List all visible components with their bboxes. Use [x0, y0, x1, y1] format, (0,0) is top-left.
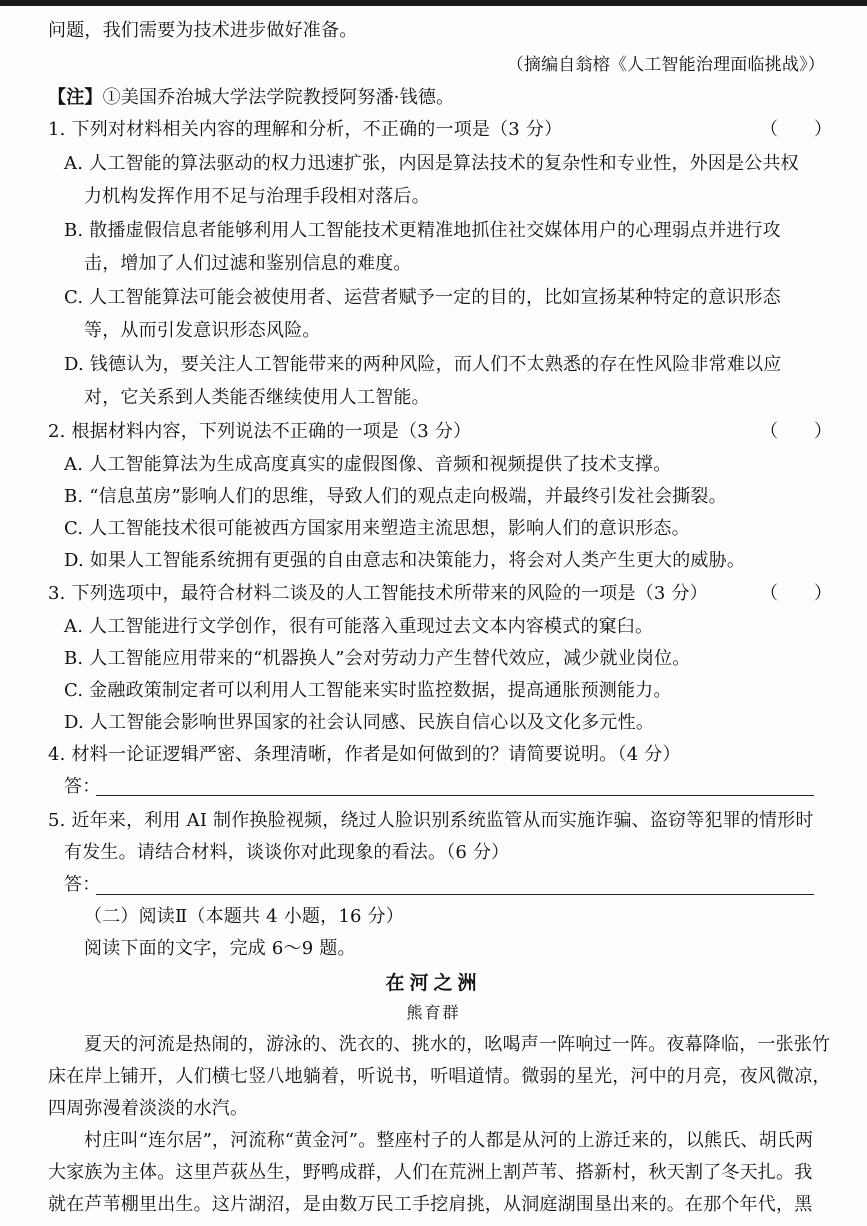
q1-option-d: D. 钱德认为，要关注人工智能带来的两种风险，而人们不太熟悉的存在性风险非常难以应: [64, 354, 782, 375]
q3-option-a: A. 人工智能进行文学创作，很有可能落入重现过去文本内容模式的窠臼。: [64, 616, 654, 637]
q1-option-b: B. 散播虚假信息者能够利用人工智能技术更精准地抓住社交媒体用户的心理弱点并进行攻: [64, 220, 781, 241]
q2-option-b: B. “信息茧房”影响人们的思维，导致人们的观点走向极端，并最终引发社会撕裂。: [64, 486, 727, 507]
q5-stem: 5. 近年来，利用 AI 制作换脸视频，绕过人脸识别系统监管从而实施诈骗、盗窃等犯罪的情形时: [48, 810, 814, 831]
article-author: 熊育群: [406, 1003, 461, 1022]
note-text: ①美国乔治城大学法学院教授阿努潘·钱德。: [102, 87, 455, 108]
q2-answer-paren[interactable]: （ ）: [760, 421, 832, 442]
q1-answer-paren[interactable]: （ ）: [760, 119, 832, 140]
q2-option-a: A. 人工智能算法为生成高度真实的虚假图像、音频和视频提供了技术支撑。: [64, 454, 672, 475]
q4-stem: 4. 材料一论证逻辑严密、条理清晰，作者是如何做到的？请简要说明。（4 分）: [48, 744, 681, 765]
q4-answer-line[interactable]: [96, 795, 814, 796]
q3-option-c: C. 金融政策制定者可以利用人工智能来实时监控数据，提高通胀预测能力。: [64, 680, 672, 701]
q3-option-b: B. 人工智能应用带来的“机器换人”会对劳动力产生替代效应，减少就业岗位。: [64, 648, 691, 669]
q2-stem: 2. 根据材料内容，下列说法不正确的一项是（3 分）: [48, 421, 472, 442]
header-line: 问题，我们需要为技术进步做好准备。: [48, 20, 358, 41]
q2-option-c: C. 人工智能技术很可能被西方国家用来塑造主流思想，影响人们的意识形态。: [64, 518, 690, 539]
article-p1-line3: 四周弥漫着淡淡的水汽。: [48, 1098, 249, 1119]
article-title: 在河之洲: [385, 972, 482, 994]
article-p1-line2: 床在岸上铺开，人们横七竖八地躺着，听说书，听唱道情。微弱的星光，河中的月亮，夜风微凉，: [48, 1066, 831, 1087]
q5-stem-cont: 有发生。请结合材料，谈谈你对此现象的看法。（6 分）: [64, 842, 510, 863]
q3-stem: 3. 下列选项中，最符合材料二谈及的人工智能技术所带来的风险的一项是（3 分）: [48, 583, 708, 604]
article-p1-line1: 夏天的河流是热闹的，游泳的、洗衣的、挑水的，吆喝声一阵响过一阵。夜幕降临，一张张竹: [84, 1034, 831, 1055]
q1-stem: 1. 下列对材料相关内容的理解和分析，不正确的一项是（3 分）: [48, 119, 563, 140]
q5-answer-line[interactable]: [96, 894, 814, 895]
q1-option-c: C. 人工智能算法可能会被使用者、运营者赋予一定的目的，比如宣扬某种特定的意识形态: [64, 287, 781, 308]
q1-option-b-cont: 击，增加了人们过滤和鉴别信息的难度。: [84, 253, 412, 274]
q3-option-d: D. 人工智能会影响世界国家的社会认同感、民族自信心以及文化多元性。: [64, 712, 655, 733]
q1-option-d-cont: 对，它关系到人类能否继续使用人工智能。: [84, 387, 430, 408]
q5-answer-label: 答：: [64, 874, 101, 895]
article-p2-line1: 村庄叫“连尔居”，河流称“黄金河”。整座村子的人都是从河的上游迁来的，以熊氏、胡氏两: [84, 1130, 814, 1151]
article-p2-line2: 大家族为主体。这里芦荻丛生，野鸭成群，人们在荒洲上割芦苇、搭新村，秋天割了冬天扎。我: [48, 1162, 813, 1183]
q2-option-d: D. 如果人工智能系统拥有更强的自由意志和决策能力，将会对人类产生更大的威胁。: [64, 550, 746, 571]
q1-option-a: A. 人工智能的算法驱动的权力迅速扩张，内因是算法技术的复杂性和专业性，外因是公共权: [64, 153, 799, 174]
q1-option-a-cont: 力机构发挥作用不足与治理手段相对落后。: [84, 186, 430, 207]
q4-answer-label: 答：: [64, 776, 101, 797]
note: [48, 83, 454, 113]
q1-option-c-cont: 等，从而引发意识形态风险。: [84, 320, 321, 341]
note-label: 【注】: [48, 87, 103, 108]
article-p2-line3: 就在芦苇棚里出生。这片湖沼，是由数万民工手挖肩挑，从洞庭湖围垦出来的。在那个年代，黑: [48, 1194, 813, 1215]
q3-answer-paren[interactable]: （ ）: [760, 583, 832, 604]
section-heading: （二）阅读Ⅱ（本题共 4 小题，16 分）: [84, 906, 404, 927]
section-instruction: 阅读下面的文字，完成 6～9 题。: [84, 938, 356, 959]
source-citation: （摘编自翁榕《人工智能治理面临挑战》）: [506, 55, 825, 75]
